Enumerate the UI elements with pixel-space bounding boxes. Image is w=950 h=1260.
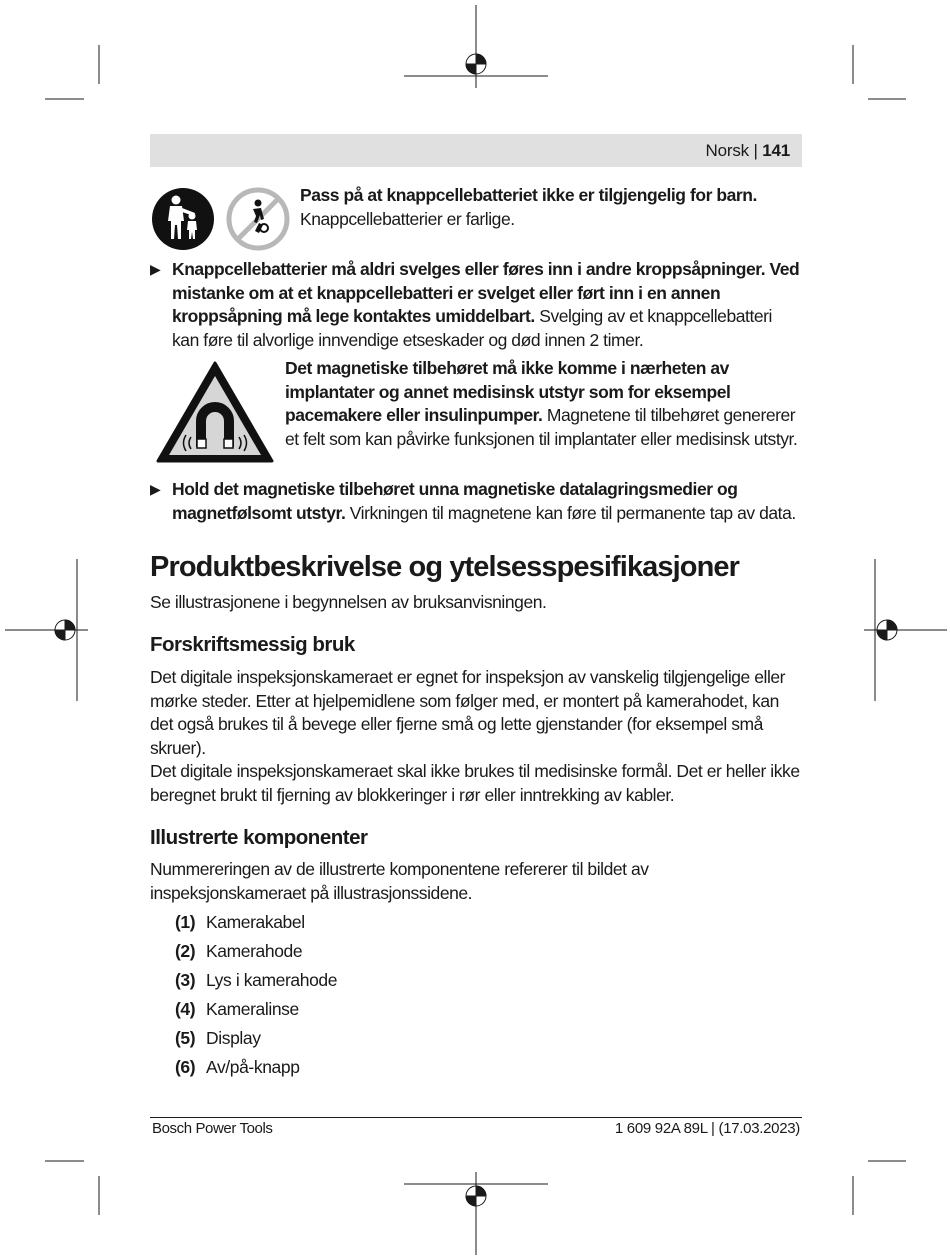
swallow-warning: [172, 258, 802, 352]
children-warning-bold: Pass på at knappcellebatteriet ikke er tilgjengelig for barn.: [300, 185, 757, 205]
item-label: Av/på-knapp: [206, 1057, 300, 1077]
list-item: [175, 940, 302, 963]
item-label: Lys i kamerahode: [206, 970, 338, 990]
section-title: Produktbeskrivelse og ytelsesspesifikasjoner: [150, 551, 740, 583]
magnet-warning: [285, 357, 803, 451]
footer-brand: Bosch Power Tools: [152, 1120, 273, 1137]
header-separator: |: [753, 141, 758, 160]
item-number: (1): [175, 912, 196, 932]
children-warning-text: Knappcellebatterier er farlige.: [300, 208, 515, 229]
header-text: [706, 134, 790, 167]
magnet-warning-icon: [155, 359, 275, 465]
children-warning: [300, 184, 800, 231]
data-warning: [172, 478, 802, 525]
item-number: (2): [175, 941, 196, 961]
bullet-arrow-icon: ▶: [150, 261, 161, 277]
section-intro: Se illustrasjonene i begynnelsen av bruksanvisningen.: [150, 592, 547, 612]
swallow-warning-text: Svelging av et knappcellebatteri kan føre til alvorlige innvendige etseskader og død innen 2 timer.: [172, 306, 772, 350]
list-item: [175, 969, 337, 992]
no-swallowing-icon: [226, 187, 290, 251]
page-number: 141: [762, 141, 790, 160]
item-number: (4): [175, 999, 196, 1019]
item-number: (3): [175, 970, 196, 990]
list-item: [175, 911, 305, 934]
magnet-warning-text: Magnetene til tilbehøret genererer et felt som kan påvirke funksjonen til implantater eller medisinsk utstyr.: [285, 405, 798, 449]
swallow-warning-bold: Knappcellebatterier må aldri svelges eller føres inn i andre kroppsåpninger. Ved mistanke om at et knappcellebatteri er svelget eller ført inn i en annen kroppsåpning må lege kontaktes umiddelbart.: [172, 259, 800, 326]
list-item: [175, 1056, 300, 1079]
magnet-warning-bold: Det magnetiske tilbehøret må ikke komme i nærheten av implantater og annet medisinsk utstyr som for eksempel pacemakere eller insulinpumper.: [285, 358, 731, 425]
list-item: [175, 1027, 261, 1050]
data-warning-text: Virkningen til magnetene kan føre til permanente tap av data.: [349, 502, 796, 523]
item-label: Kamerahode: [206, 941, 303, 961]
intended-use-para-2: Det digitale inspeksjonskameraet skal ikke brukes til medisinske formål. Det er heller ikke beregnet brukt til fjerning av blokkeringer i rør eller inntrekking av kabler.: [150, 761, 800, 805]
item-number: (5): [175, 1028, 196, 1048]
components-heading: Illustrerte komponenter: [150, 826, 368, 849]
item-label: Display: [206, 1028, 261, 1048]
data-warning-bold: Hold det magnetiske tilbehøret unna magnetiske datalagringsmedier og magnetfølsomt utstyr.: [172, 479, 738, 523]
item-number: (6): [175, 1057, 196, 1077]
footer-rule: [150, 1117, 802, 1118]
footer-doc-number: 1 609 92A 89L | (17.03.2023): [614, 1120, 800, 1137]
components-intro: Nummereringen av de illustrerte komponentene refererer til bildet av inspeksjonskameraet på illustrasjonssidene.: [150, 859, 649, 903]
bullet-arrow-icon: ▶: [150, 481, 161, 497]
item-label: Kameralinse: [206, 999, 299, 1019]
header-language: Norsk: [705, 141, 749, 160]
item-label: Kamerakabel: [206, 912, 305, 932]
keep-away-from-children-icon: [151, 187, 215, 251]
intended-use-para-1: Det digitale inspeksjonskameraet er egnet for inspeksjon av vanskelig tilgjengelige eller mørke steder. Etter at hjelpemidlene som følger med, er montert på kamerahodet, kan det også brukes til å bevege eller fjerne små og lette gjenstander (for eksempel små skruer).: [150, 667, 786, 758]
intended-use-heading: Forskriftsmessig bruk: [150, 633, 355, 656]
list-item: [175, 998, 299, 1021]
page-header: [150, 134, 802, 167]
